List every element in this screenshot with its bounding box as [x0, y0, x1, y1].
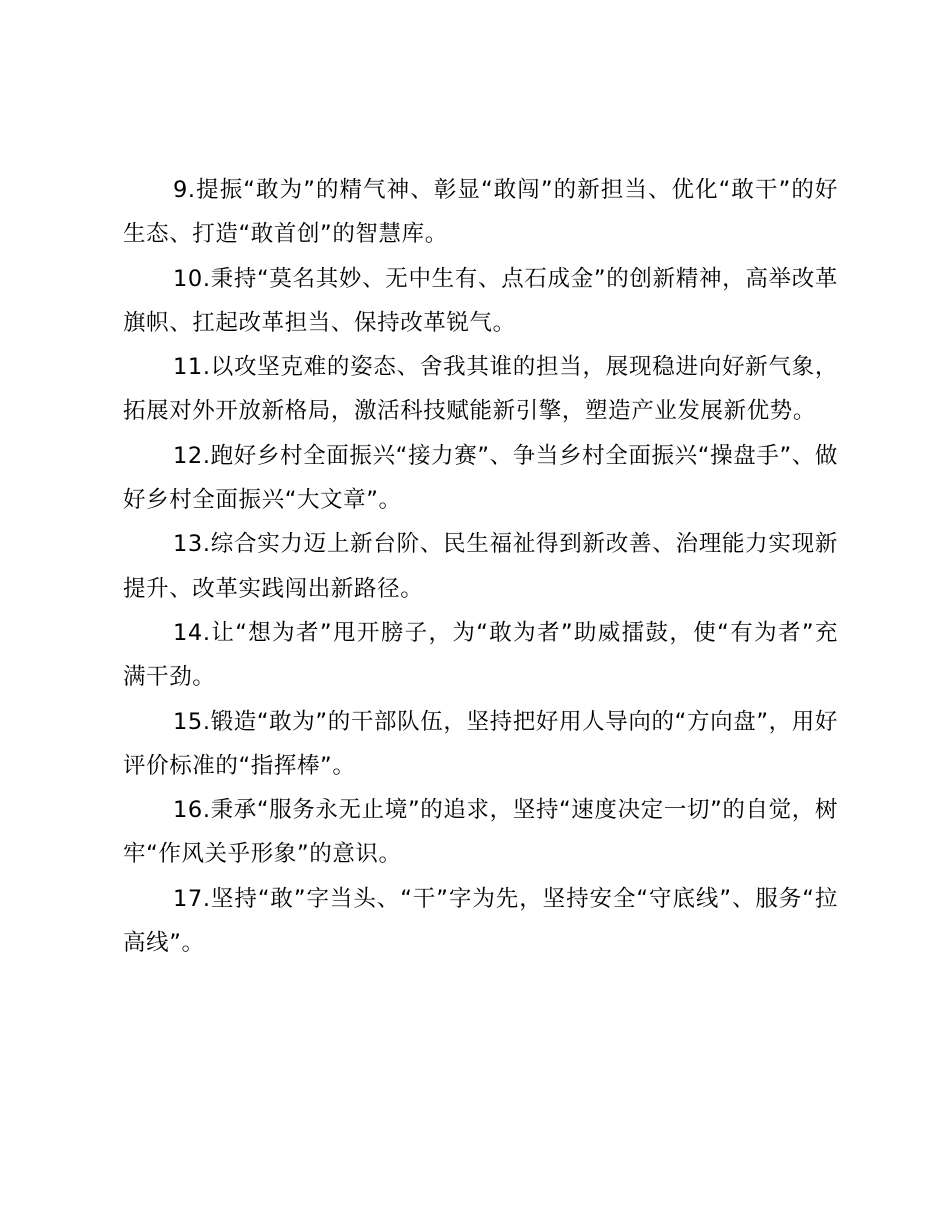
paragraph-16: 16.秉承“服务永无止境”的追求，坚持“速度决定一切”的自觉，树牢“作风关乎形象”的意识。	[123, 797, 838, 868]
paragraph-11: 11.以攻坚克难的姿态、舍我其谁的担当，展现稳进向好新气象，拓展对外开放新格局，激活科技赋能新引擎，塑造产业发展新优势。	[123, 354, 838, 425]
paragraph-12: 12.跑好乡村全面振兴“接力赛”、争当乡村全面振兴“操盘手”、做好乡村全面振兴“大文章”。	[123, 442, 838, 514]
paragraph-14: 14.让“想为者”甩开膀子，为“敢为者”助威擂鼓，使“有为者”充满干劲。	[123, 619, 838, 691]
paragraph-10: 10.秉持“莫名其妙、无中生有、点石成金”的创新精神，高举改革旗帜、扛起改革担当、保持改革锐气。	[123, 265, 838, 336]
paragraph-9: 9.提振“敢为”的精气神、彰显“敢闯”的新担当、优化“敢干”的好生态、打造“敢首创”的智慧库。	[123, 177, 838, 248]
paragraph-17: 17.坚持“敢”字当头、“干”字为先，坚持安全“守底线”、服务“拉高线”。	[123, 885, 838, 957]
paragraph-13: 13.综合实力迈上新台阶、民生福祉得到新改善、治理能力实现新提升、改革实践闯出新路径。	[123, 531, 838, 602]
paragraph-15: 15.锻造“敢为”的干部队伍，坚持把好用人导向的“方向盘”，用好评价标准的“指挥棒”。	[123, 708, 838, 779]
document-body	[123, 168, 838, 965]
